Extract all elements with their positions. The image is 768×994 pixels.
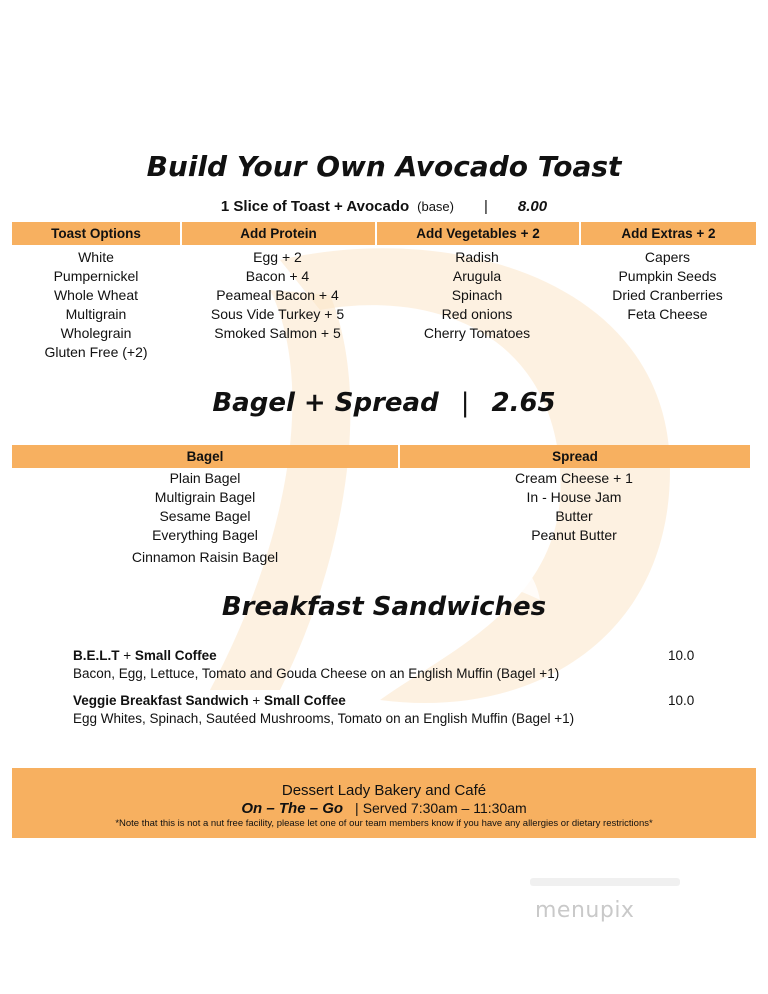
footer-service-line bbox=[12, 800, 756, 817]
sandwich-price: 10.0 bbox=[668, 648, 695, 663]
sandwich-item-belt bbox=[73, 647, 713, 683]
bagel-price: 2.65 bbox=[491, 388, 556, 418]
footer-served-hours: Served 7:30am – 11:30am bbox=[362, 800, 527, 816]
list-item: Butter bbox=[555, 508, 593, 524]
sandwich-item-veggie bbox=[73, 692, 713, 728]
footer-separator: | bbox=[355, 800, 359, 816]
sandwich-plus: + bbox=[123, 648, 132, 663]
list-item: Capers bbox=[644, 249, 691, 265]
avocado-base-separator: | bbox=[484, 198, 488, 215]
list-item: Multigrain Bagel bbox=[154, 489, 256, 505]
sandwich-description: Bacon, Egg, Lettuce, Tomato and Gouda Cheese on an English Muffin (Bagel +1) bbox=[73, 666, 560, 681]
list-item: Peanut Butter bbox=[531, 527, 617, 543]
list-item: Smoked Salmon + 5 bbox=[214, 325, 341, 341]
header-add-protein: Add Protein bbox=[180, 222, 375, 245]
sandwich-description: Egg Whites, Spinach, Sautéed Mushrooms, Tomato on an English Muffin (Bagel +1) bbox=[73, 711, 575, 726]
list-item: Cream Cheese + 1 bbox=[515, 470, 633, 486]
protein-list bbox=[180, 248, 375, 343]
breakfast-sandwiches-title: Breakfast Sandwiches bbox=[221, 592, 547, 622]
credit-faint-bar bbox=[530, 878, 680, 886]
header-bagel: Bagel bbox=[186, 449, 224, 464]
bagel-spread-title bbox=[0, 388, 768, 418]
list-item: Multigrain bbox=[65, 306, 127, 322]
list-item: Pumpernickel bbox=[53, 268, 139, 284]
bagel-title-text: Bagel + Spread bbox=[212, 388, 439, 418]
list-item: Peameal Bacon + 4 bbox=[216, 287, 339, 303]
list-item: Cinnamon Raisin Bagel bbox=[131, 549, 279, 565]
list-item: Sous Vide Turkey + 5 bbox=[210, 306, 345, 322]
avocado-base-note: (base) bbox=[417, 199, 454, 214]
list-item: Spinach bbox=[451, 287, 503, 303]
vegetables-list bbox=[375, 248, 579, 343]
list-item: Wholegrain bbox=[60, 325, 132, 341]
toast-options-list bbox=[12, 248, 180, 362]
list-item: In - House Jam bbox=[526, 489, 622, 505]
footer-banner bbox=[12, 768, 756, 838]
list-item: Dried Cranberries bbox=[612, 287, 723, 303]
footer-allergy-note: *Note that this is not a nut free facility, please let one of our team members know if you have any allergies or dietary restrictions* bbox=[115, 818, 653, 829]
spread-list bbox=[398, 469, 750, 545]
list-item: White bbox=[78, 249, 114, 265]
list-item: Arugula bbox=[452, 268, 502, 284]
list-item: Radish bbox=[455, 249, 499, 265]
list-item: Sesame Bagel bbox=[159, 508, 251, 524]
avocado-header-bar bbox=[12, 222, 756, 245]
avocado-base-price: 8.00 bbox=[517, 198, 548, 215]
list-item: Red onions bbox=[441, 306, 513, 322]
avocado-base-label: 1 Slice of Toast + Avocado bbox=[220, 198, 410, 215]
bagel-list bbox=[12, 469, 398, 567]
list-item: Egg + 2 bbox=[253, 249, 302, 265]
header-add-extras: Add Extras + 2 bbox=[579, 222, 756, 245]
footer-business-name: Dessert Lady Bakery and Café bbox=[281, 782, 487, 799]
list-item: Cherry Tomatoes bbox=[423, 325, 531, 341]
sandwich-name: B.E.L.T bbox=[73, 648, 120, 663]
header-toast-options: Toast Options bbox=[51, 226, 141, 241]
list-item: Feta Cheese bbox=[627, 306, 708, 322]
list-item: Bacon + 4 bbox=[245, 268, 310, 284]
sandwich-plus: + bbox=[252, 693, 261, 708]
list-item: Plain Bagel bbox=[169, 470, 241, 486]
list-item: Everything Bagel bbox=[152, 527, 258, 543]
extras-list bbox=[579, 248, 756, 324]
sandwich-price: 10.0 bbox=[668, 693, 695, 708]
sandwich-addon: Small Coffee bbox=[134, 648, 217, 663]
header-add-vegetables: Add Vegetables + 2 bbox=[375, 222, 579, 245]
footer-on-the-go: On – The – Go bbox=[241, 800, 344, 817]
bagel-title-separator: | bbox=[460, 388, 470, 418]
header-spread: Spread bbox=[398, 445, 750, 468]
avocado-base-line bbox=[0, 198, 768, 215]
list-item: Gluten Free (+2) bbox=[44, 344, 148, 360]
sandwich-addon: Small Coffee bbox=[264, 693, 346, 708]
list-item: Pumpkin Seeds bbox=[618, 268, 717, 284]
bagel-header-bar bbox=[12, 445, 750, 468]
menupix-credit: menupix bbox=[535, 898, 635, 923]
list-item: Whole Wheat bbox=[53, 287, 139, 303]
sandwich-name: Veggie Breakfast Sandwich bbox=[73, 693, 249, 708]
avocado-toast-title: Build Your Own Avocado Toast bbox=[146, 150, 622, 183]
